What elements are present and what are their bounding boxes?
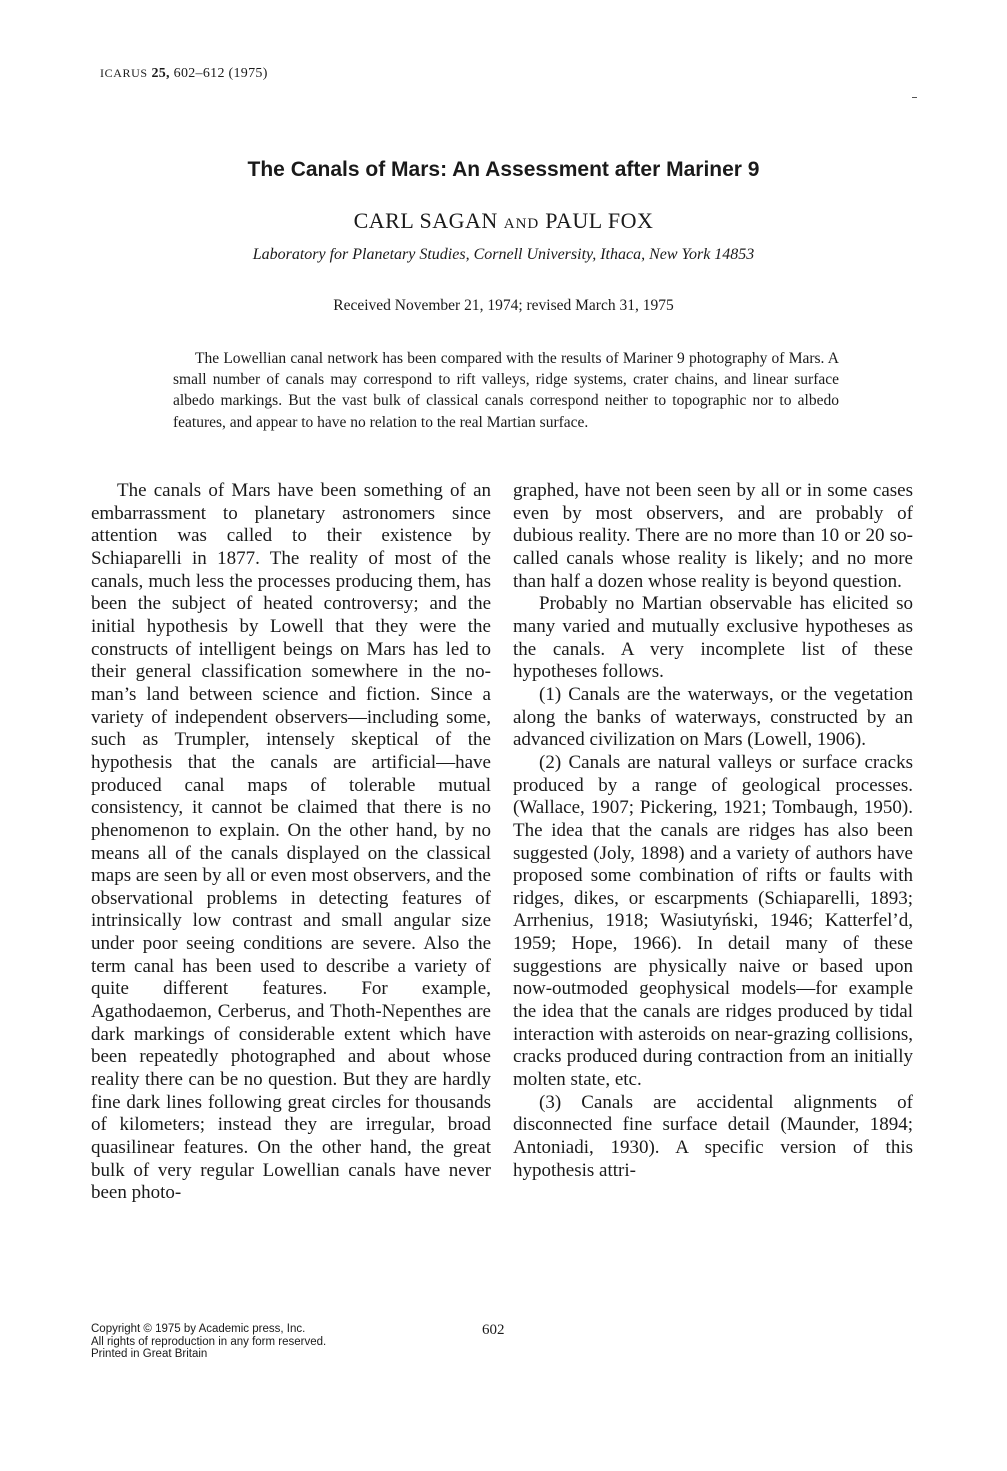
- copyright-notice: [91, 1323, 326, 1361]
- journal-volume: 25,: [151, 66, 170, 81]
- journal-header: [100, 66, 268, 82]
- received-dates: Received November 21, 1974; revised March 31, 1975: [333, 297, 674, 314]
- body-column-right: [513, 480, 913, 1182]
- copyright-line: Copyright © 1975 by Academic press, Inc.: [91, 1323, 306, 1335]
- page-number: 602: [482, 1322, 505, 1338]
- printed-line: Printed in Great Britain: [91, 1348, 208, 1360]
- body-paragraph: (1) Canals are the waterways, or the vegetation along the banks of waterways, constructed by an advanced civilization on Mars (Lowell, 1906).: [513, 683, 913, 751]
- author-line: [0, 208, 1007, 234]
- journal-pages-year: 602–612 (1975): [169, 66, 268, 81]
- journal-name: ICARUS: [100, 66, 148, 80]
- body-column-left: [91, 480, 491, 1205]
- paper-title: The Canals of Mars: An Assessment after Mariner 9: [247, 158, 760, 181]
- author-conjunction: AND: [503, 216, 540, 232]
- body-paragraph: (3) Canals are accidental alignments of disconnected fine surface detail (Maunder, 1894; Antoniadi, 1930). A specific version of this hypothesis attri-: [513, 1091, 913, 1181]
- body-paragraph: The canals of Mars have been something of an embarrassment to planetary astronomers since attention was called to their existence by Schiaparelli in 1877. The reality of most of the canals, much less the processes producing them, has been the subject of heated controversy; and the initial hypothesis by Lowell that they were the constructs of intelligent beings on Mars has led to their general classification somewhere in the no-man’s land between science and fiction. Since a variety of independent observers—including some, such as Trumpler, intensely skeptical of the hypothesis that the canals are artificial—have produced canal maps of tolerable mutual consistency, it cannot be claimed that there is no phenomenon to explain. On the other hand, by no means all of the canals displayed on the classical maps are seen by all or even most observers, and the observational problems in detecting features of intrinsically low contrast and small angular size under poor seeing conditions are severe. Also the term canal has been used to describe a variety of quite different features. For example, Agathodaemon, Cerberus, and Thoth-Nepenthes are dark markings of considerable extent which have been repeatedly photographed and about whose reality there can be no question. But they are hardly fine dark lines following great circles for thousands of kilometers; instead they are irregular, broad quasilinear features. On the other hand, the great bulk of very regular Lowellian canals have never been photo-: [91, 480, 491, 1204]
- author-first: CARL SAGAN: [353, 208, 498, 233]
- rights-line: All rights of reproduction in any form reserved.: [91, 1335, 327, 1348]
- abstract: The Lowellian canal network has been compared with the results of Mariner 9 photography of Mars. A small number of canals may correspond to rift valleys, ridge systems, crater chains, and linear surface albedo markings. But the vast bulk of classical canals correspond neither to topographic nor to albedo features, and appear to have no relation to the real Martian surface.: [173, 350, 839, 431]
- body-paragraph: Probably no Martian observable has elicited so many varied and mutually exclusive hypotheses as the canals. A very incomplete list of these hypotheses follows.: [513, 593, 913, 683]
- author-second: PAUL FOX: [545, 208, 654, 233]
- body-paragraph: graphed, have not been seen by all or in some cases even by most observers, and are probably of dubious reality. There are no more than 10 or 20 so-called canals whose reality is likely; and no more than half a dozen whose reality is beyond question.: [513, 480, 913, 592]
- body-paragraph: (2) Canals are natural valleys or surface cracks produced by a range of geological processes. (Wallace, 1907; Pickering, 1921; Tombaugh, 1950). The idea that the canals are ridges has also been suggested (Joly, 1898) and a variety of authors have proposed some combination of rifts or faults with ridges, dikes, or escarpments (Schiaparelli, 1893; Arrhenius, 1918; Wasiutyński, 1946; Katterfel’d, 1959; Hope, 1966). In detail many of these suggestions are physically naive or based upon now-outmoded geophysical models—for example the idea that the canals are ridges produced by tidal interaction with asteroids on near-grazing collisions, cracks produced during contraction from an initially molten state, etc.: [513, 751, 913, 1091]
- margin-mark: [912, 97, 917, 98]
- affiliation: Laboratory for Planetary Studies, Cornell University, Ithaca, New York 14853: [252, 246, 755, 263]
